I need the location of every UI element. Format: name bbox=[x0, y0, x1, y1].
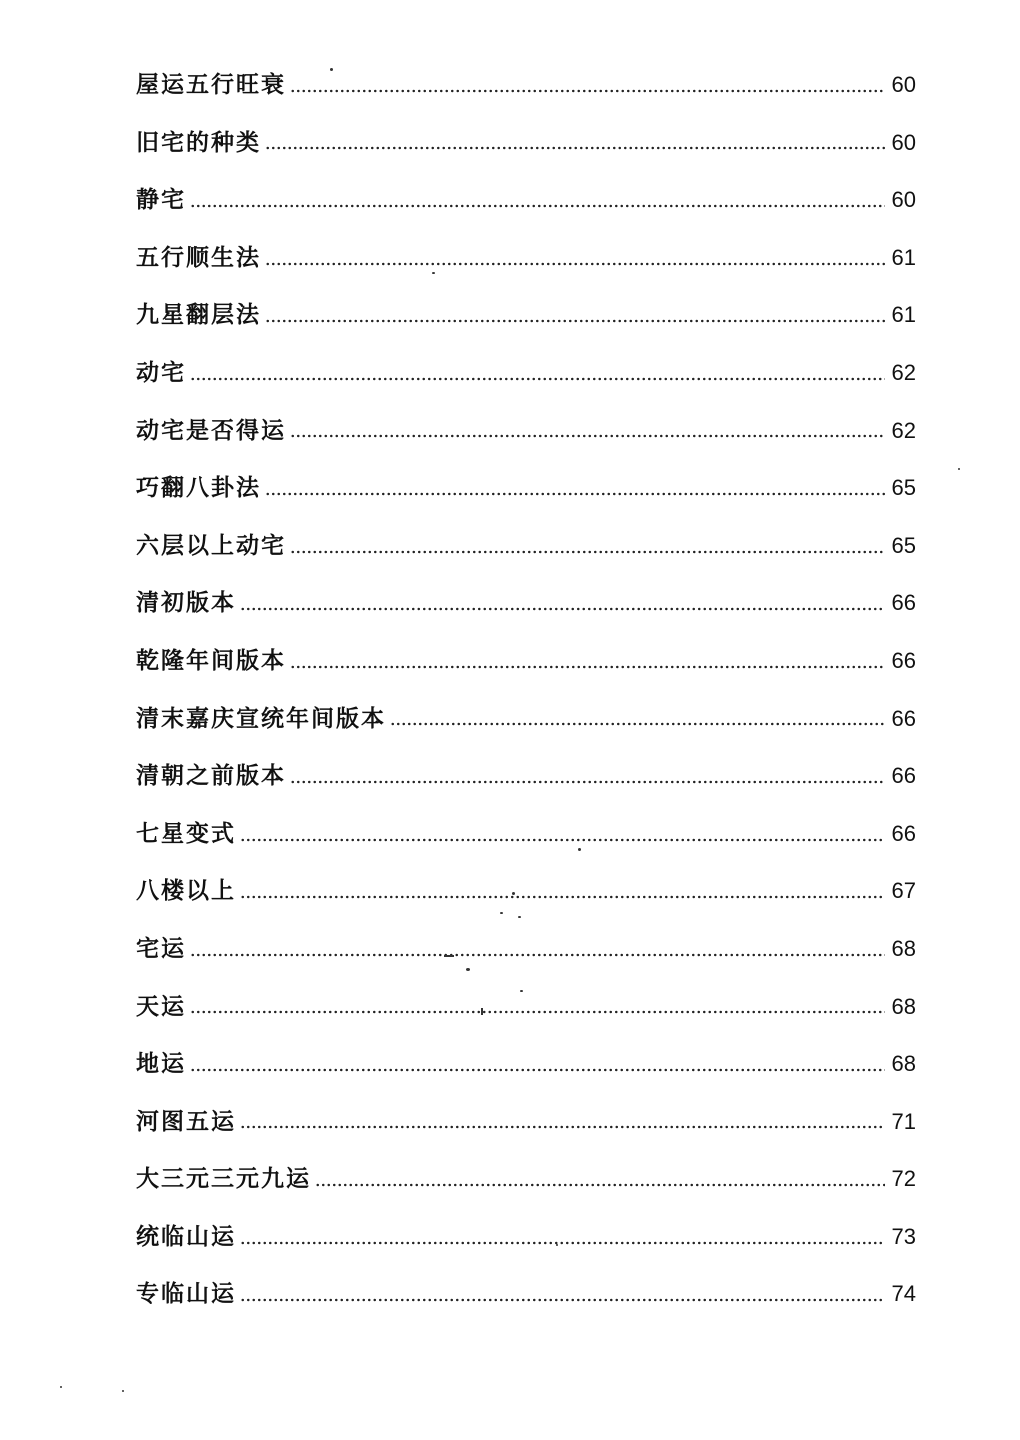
table-of-contents bbox=[136, 56, 916, 1323]
scan-speck bbox=[500, 912, 503, 914]
toc-entry-title: 乾隆年间版本 bbox=[136, 646, 286, 674]
scan-speck bbox=[958, 468, 960, 470]
toc-entry bbox=[136, 56, 916, 114]
toc-entry-page-number: 66 bbox=[891, 763, 916, 789]
scan-speck bbox=[60, 1386, 62, 1388]
toc-entry-title: 巧翻八卦法 bbox=[136, 474, 261, 502]
dot-leader bbox=[190, 377, 885, 381]
dot-leader bbox=[240, 895, 885, 899]
scan-speck bbox=[481, 1008, 483, 1015]
toc-entry-title: 地运 bbox=[136, 1050, 186, 1078]
toc-entry-page-number: 66 bbox=[891, 590, 916, 616]
toc-entry bbox=[136, 978, 916, 1036]
toc-entry-page-number: 72 bbox=[891, 1166, 916, 1192]
dot-leader bbox=[290, 434, 885, 438]
toc-entry-page-number: 65 bbox=[891, 475, 916, 501]
toc-entry bbox=[136, 1035, 916, 1093]
dot-leader bbox=[240, 1125, 885, 1129]
toc-entry bbox=[136, 574, 916, 632]
toc-entry-title: 清朝之前版本 bbox=[136, 762, 286, 790]
toc-entry-page-number: 71 bbox=[891, 1108, 916, 1134]
toc-entry-page-number: 65 bbox=[891, 532, 916, 558]
toc-entry-title: 静宅 bbox=[136, 186, 186, 214]
dot-leader bbox=[290, 550, 885, 554]
toc-entry-title: 八楼以上 bbox=[136, 877, 236, 905]
toc-entry-page-number: 66 bbox=[891, 705, 916, 731]
dot-leader bbox=[190, 953, 885, 957]
toc-entry-title: 天运 bbox=[136, 992, 186, 1020]
toc-entry bbox=[136, 114, 916, 172]
toc-entry bbox=[136, 862, 916, 920]
toc-entry-title: 动宅是否得运 bbox=[136, 416, 286, 444]
toc-entry-title: 大三元三元九运 bbox=[136, 1165, 311, 1193]
toc-entry-page-number: 67 bbox=[891, 878, 916, 904]
toc-entry bbox=[136, 747, 916, 805]
scan-speck bbox=[330, 68, 333, 71]
dot-leader bbox=[265, 262, 885, 266]
toc-entry-title: 旧宅的种类 bbox=[136, 128, 261, 156]
toc-entry-title: 统临山运 bbox=[136, 1222, 236, 1250]
toc-entry bbox=[136, 690, 916, 748]
toc-entry-title: 专临山运 bbox=[136, 1280, 236, 1308]
toc-entry-title: 九星翻层法 bbox=[136, 301, 261, 329]
toc-entry-page-number: 60 bbox=[891, 187, 916, 213]
toc-entry-title: 动宅 bbox=[136, 358, 186, 386]
toc-entry bbox=[136, 1150, 916, 1208]
toc-entry-title: 七星变式 bbox=[136, 819, 236, 847]
toc-entry-page-number: 68 bbox=[891, 935, 916, 961]
toc-entry bbox=[136, 286, 916, 344]
scan-speck bbox=[444, 955, 454, 957]
toc-entry-page-number: 68 bbox=[891, 1051, 916, 1077]
toc-entry bbox=[136, 344, 916, 402]
scan-speck bbox=[556, 1244, 558, 1246]
toc-entry-page-number: 66 bbox=[891, 820, 916, 846]
toc-entry bbox=[136, 171, 916, 229]
scan-speck bbox=[432, 272, 435, 274]
toc-entry-title: 河图五运 bbox=[136, 1107, 236, 1135]
scan-speck bbox=[578, 848, 581, 851]
toc-entry bbox=[136, 1093, 916, 1151]
dot-leader bbox=[390, 722, 885, 726]
scan-speck bbox=[512, 892, 515, 895]
toc-entry bbox=[136, 1208, 916, 1266]
toc-entry bbox=[136, 632, 916, 690]
dot-leader bbox=[290, 89, 885, 93]
toc-entry bbox=[136, 459, 916, 517]
toc-entry bbox=[136, 1265, 916, 1323]
dot-leader bbox=[240, 838, 885, 842]
toc-entry-page-number: 61 bbox=[891, 244, 916, 270]
toc-entry-title: 五行顺生法 bbox=[136, 243, 261, 271]
toc-entry-page-number: 73 bbox=[891, 1223, 916, 1249]
dot-leader bbox=[315, 1183, 885, 1187]
dot-leader bbox=[190, 1010, 885, 1014]
dot-leader bbox=[290, 665, 885, 669]
toc-entry-title: 清初版本 bbox=[136, 589, 236, 617]
dot-leader bbox=[240, 1241, 885, 1245]
toc-entry-page-number: 61 bbox=[891, 302, 916, 328]
dot-leader bbox=[265, 492, 885, 496]
toc-entry-page-number: 68 bbox=[891, 993, 916, 1019]
toc-entry-title: 屋运五行旺衰 bbox=[136, 71, 286, 98]
dot-leader bbox=[240, 1298, 885, 1302]
dot-leader bbox=[290, 780, 885, 784]
toc-entry bbox=[136, 402, 916, 460]
toc-entry-title: 清末嘉庆宣统年间版本 bbox=[136, 704, 386, 732]
toc-entry-title: 宅运 bbox=[136, 934, 186, 962]
dot-leader bbox=[265, 319, 885, 323]
dot-leader bbox=[190, 204, 885, 208]
toc-entry-page-number: 66 bbox=[891, 647, 916, 673]
dot-leader bbox=[265, 146, 885, 150]
toc-entry bbox=[136, 517, 916, 575]
toc-entry bbox=[136, 805, 916, 863]
dot-leader bbox=[240, 607, 885, 611]
toc-entry bbox=[136, 920, 916, 978]
toc-entry-page-number: 62 bbox=[891, 359, 916, 385]
scan-speck bbox=[466, 968, 470, 971]
dot-leader bbox=[190, 1068, 885, 1072]
scan-speck bbox=[518, 916, 521, 918]
scan-speck bbox=[122, 1390, 124, 1392]
toc-entry bbox=[136, 229, 916, 287]
toc-entry-page-number: 62 bbox=[891, 417, 916, 443]
toc-entry-page-number: 60 bbox=[891, 129, 916, 155]
toc-entry-page-number: 60 bbox=[891, 72, 916, 97]
toc-entry-title: 六层以上动宅 bbox=[136, 531, 286, 559]
toc-entry-page-number: 74 bbox=[891, 1281, 916, 1307]
scan-speck bbox=[520, 990, 523, 992]
